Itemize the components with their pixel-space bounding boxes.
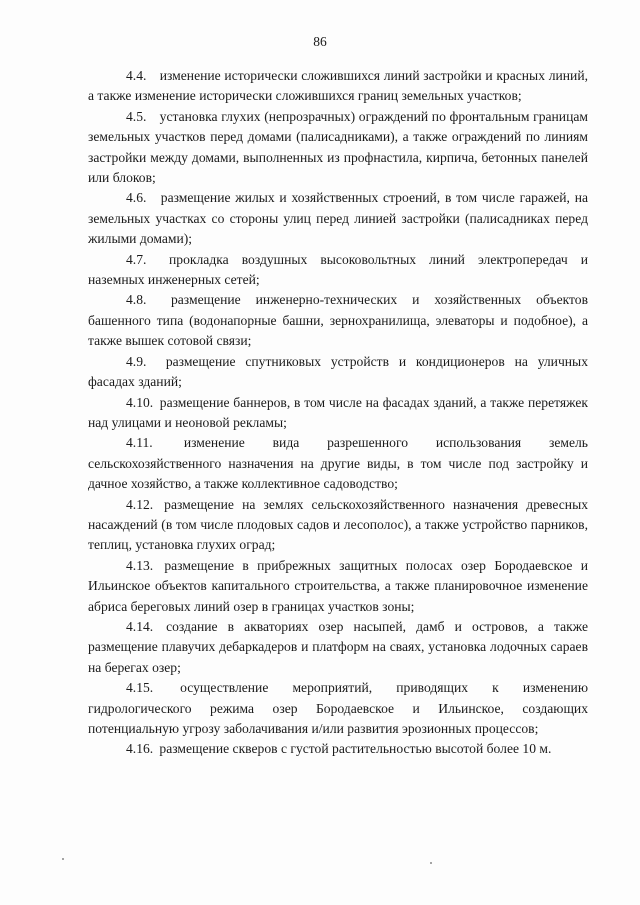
item-number: 4.13. [126, 557, 154, 573]
list-item [88, 250, 588, 291]
item-number: 4.12. [126, 496, 154, 512]
scan-speck [62, 858, 64, 860]
item-text: установка глухих (непрозрачных) ограждений по фронтальным границам земельных участков перед домами (палисадниками), а также ограждений по линиям застройки между домами, выполненных из профнастила, кирпича, бетонных панелей или блоков; [88, 108, 588, 186]
item-number: 4.11. [126, 435, 153, 451]
item-number: 4.14. [126, 618, 154, 634]
item-text: осуществление мероприятий, приводящих к изменению гидрологического режима озер Бородаевское и Ильинское, создающих потенциальную угрозу заболачивания и/или развития эрозионных процессов; [88, 680, 588, 736]
document-body [88, 66, 588, 760]
item-number: 4.16. [126, 741, 154, 757]
list-item [88, 290, 588, 351]
item-number: 4.10. [126, 394, 154, 410]
item-text: размещение на землях сельскохозяйственного назначения древесных насаждений (в том числе плодовых садов и лесополос), а также устройство парников, теплиц, установка глухих оград; [88, 496, 588, 553]
list-item [88, 433, 588, 494]
item-text: изменение вида разрешенного использования земель сельскохозяйственного назначения на другие виды, в том числе под застройку и дачное хозяйство, а также коллективное садоводство; [88, 435, 588, 492]
item-number: 4.9. [126, 353, 147, 369]
item-number: 4.8. [126, 292, 147, 308]
list-item [88, 678, 588, 739]
page-number: 86 [313, 34, 327, 49]
list-item [88, 617, 588, 678]
item-text: размещение спутниковых устройств и кондиционеров на уличных фасадах зданий; [88, 353, 588, 390]
scan-speck [430, 862, 432, 864]
item-number: 4.5. [126, 108, 147, 124]
list-item [88, 556, 588, 617]
item-text: изменение исторически сложившихся линий застройки и красных линий, а также изменение исторически сложившихся границ земельных участков; [88, 68, 588, 104]
item-text: прокладка воздушных высоковольтных линий электропередач и наземных инженерных сетей; [88, 251, 588, 288]
item-number: 4.7. [126, 251, 147, 267]
item-number: 4.6. [126, 190, 147, 206]
item-number: 4.4. [126, 68, 147, 83]
list-item [88, 352, 588, 393]
list-item [88, 107, 588, 189]
item-text: размещение скверов с густой растительностью высотой более 10 м. [159, 741, 552, 757]
list-item [88, 739, 588, 759]
item-number: 4.15. [126, 680, 154, 696]
item-text: размещение инженерно-технических и хозяйственных объектов башенного типа (водонапорные башни, зернохранилища, элеваторы и подобное), а также вышек сотовой связи; [88, 292, 589, 349]
item-text: размещение баннеров, в том числе на фасадах зданий, а также перетяжек над улицами и неоновой рекламы; [88, 394, 588, 430]
list-item [88, 393, 588, 434]
list-item [88, 495, 588, 556]
list-item [88, 188, 588, 249]
item-text: размещение в прибрежных защитных полосах озер Бородаевское и Ильинское объектов капитального строительства, а также планировочное изменение абриса береговых линий озер в границах участков зоны; [88, 557, 588, 614]
item-text: создание в акваториях озер насыпей, дамб и островов, а также размещение плавучих дебаркадеров и платформ на сваях, установка лодочных сараев на берегах озер; [88, 618, 588, 675]
list-item [88, 66, 588, 107]
item-text: размещение жилых и хозяйственных строений, в том числе гаражей, на земельных участках со стороны улиц перед линией застройки (палисадниках перед жилыми домами); [88, 190, 589, 247]
